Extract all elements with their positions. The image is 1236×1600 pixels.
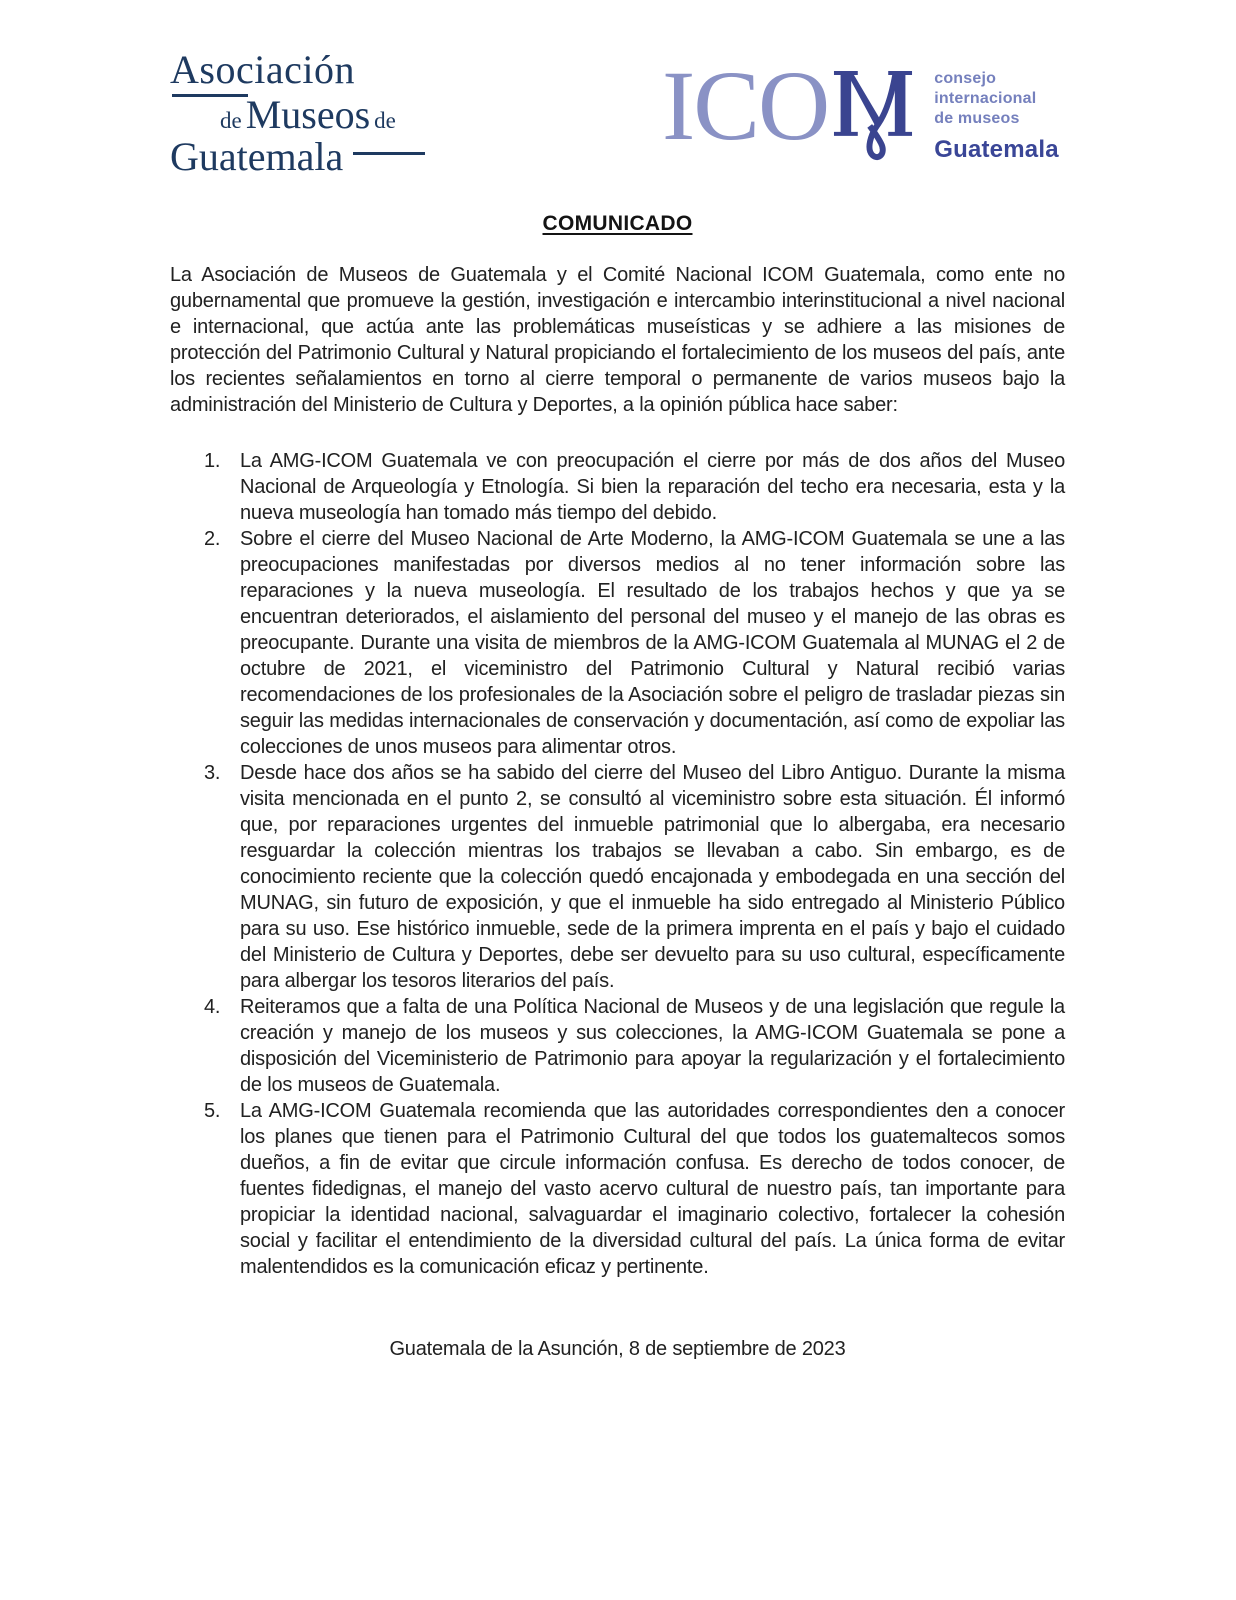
amg-logo-line2: [220, 92, 425, 137]
amg-logo-de1-text: de: [220, 108, 242, 133]
icom-tagline-line3: de museos: [934, 110, 1020, 127]
amg-logo: [170, 47, 425, 179]
amg-logo-line3: [170, 134, 425, 179]
list-item-text: Desde hace dos años se ha sabido del cierre del Museo del Libro Antiguo. Durante la misma visita mencionada en el punto 2, se consultó al viceministro sobre esta situación. Él informó que, por reparaciones urgentes del inmueble patrimonial que lo albergaba, era necesario resguardar la colección mientras los trabajos se llevaban a cabo. Sin embargo, es de conocimiento reciente que la colección quedó encajonada y embodegada en una sección del MUNAG, sin futuro de exposición, y que el inmueble ha sido entregado al Ministerio Público para su uso. Ese histórico inmueble, sede de la primera imprenta en el país y bajo el cuidado del Ministerio de Cultura y Deportes, debe ser devuelto para su uso cultural, específicamente para albergar los tesoros literarios del país.: [240, 762, 1065, 992]
list-item: [170, 1098, 1065, 1280]
intro-paragraph: La Asociación de Museos de Guatemala y el Comité Nacional ICOM Guatemala, como ente no gubernamental que promueve la gestión, investigación e intercambio interinstitucional a nivel nacional e internacional, que actúa ante las problemáticas museísticas y se adhiere a las misiones de protección del Patrimonio Cultural y Natural propiciando el fortalecimiento de los museos del país, ante los recientes señalamientos en torno al cierre temporal o permanente de varios museos bajo la administración del Ministerio de Cultura y Deportes, a la opinión pública hace saber:: [170, 264, 1065, 416]
icom-acronym: [662, 50, 916, 168]
list-item-number: 1.: [204, 450, 221, 472]
list-item-text: La AMG-ICOM Guatemala recomienda que las autoridades correspondientes den a conocer los planes que tienen para el Patrimonio Cultural del que todos los guatemaltecos somos dueños, a fin de evitar que circule información confusa. Es derecho de todos conocer, de fuentes fidedignas, el manejo del vasto acervo cultural de nuestro país, tan importante para propiciar la identidad nacional, salvaguardar el imaginario colectivo, fortalecer la cohesión social y facilitar el entendimiento de la diversidad cultural del país. La única forma de evitar malentendidos es la comunicación eficaz y pertinente.: [240, 1100, 1065, 1278]
icom-m-glyph-icon: [830, 68, 916, 168]
icom-logo: [662, 50, 1059, 168]
dateline: Guatemala de la Asunción, 8 de septiembre de 2023: [389, 1338, 846, 1360]
numbered-list: [170, 448, 1065, 1280]
amg-logo-dash-rule: [353, 152, 425, 155]
list-item-text: La AMG-ICOM Guatemala ve con preocupación el cierre por más de dos años del Museo Nacional de Arqueología y Etnología. Si bien la reparación del techo era necesaria, esta y la nueva museología han tomado más tiempo del debido.: [240, 450, 1065, 524]
amg-logo-de2-text: de: [374, 108, 396, 133]
list-item: [170, 448, 1065, 526]
icom-country-text: Guatemala: [934, 136, 1059, 163]
icom-tagline-line2: internacional: [934, 90, 1037, 107]
icom-ico-letters: ICO: [662, 50, 829, 161]
list-item-number: 4.: [204, 996, 221, 1018]
document-body: [170, 212, 1065, 1361]
amg-logo-line1: [170, 47, 425, 97]
list-item-number: 2.: [204, 528, 221, 550]
list-item-number: 5.: [204, 1100, 221, 1122]
document-title: COMUNICADO: [542, 212, 693, 235]
list-item: [170, 994, 1065, 1098]
list-item: [170, 526, 1065, 760]
list-item-text: Sobre el cierre del Museo Nacional de Arte Moderno, la AMG-ICOM Guatemala se une a las preocupaciones manifestadas por diversos medios al no tener información sobre las reparaciones y la nueva museología. El resultado de los trabajos hechos y que ya se encuentran deteriorados, el aislamiento del personal del museo y el manejo de las obras es preocupante. Durante una visita de miembros de la AMG-ICOM Guatemala al MUNAG el 2 de octubre de 2021, el viceministro del Patrimonio Cultural y Natural recibió varias recomendaciones de los profesionales de la Asociación sobre el peligro de trasladar piezas sin seguir las medidas internacionales de conservación y documentación, así como de expoliar las colecciones de unos museos para alimentar otros.: [240, 528, 1065, 758]
amg-logo-guatemala-text: Guatemala: [170, 134, 344, 179]
icom-tagline: [934, 69, 1059, 164]
amg-logo-museos-text: Museos: [245, 92, 371, 137]
amg-logo-asociacion-text: Asociación: [170, 47, 355, 92]
list-item-text: Reiteramos que a falta de una Política Nacional de Museos y de una legislación que regule la creación y manejo de los museos y sus colecciones, la AMG-ICOM Guatemala se pone a disposición del Viceministerio de Patrimonio para apoyar la regularización y el fortalecimiento de los museos de Guatemala.: [240, 996, 1065, 1096]
list-item: [170, 760, 1065, 994]
icom-tagline-line1: consejo: [934, 70, 997, 87]
list-item-number: 3.: [204, 762, 221, 784]
